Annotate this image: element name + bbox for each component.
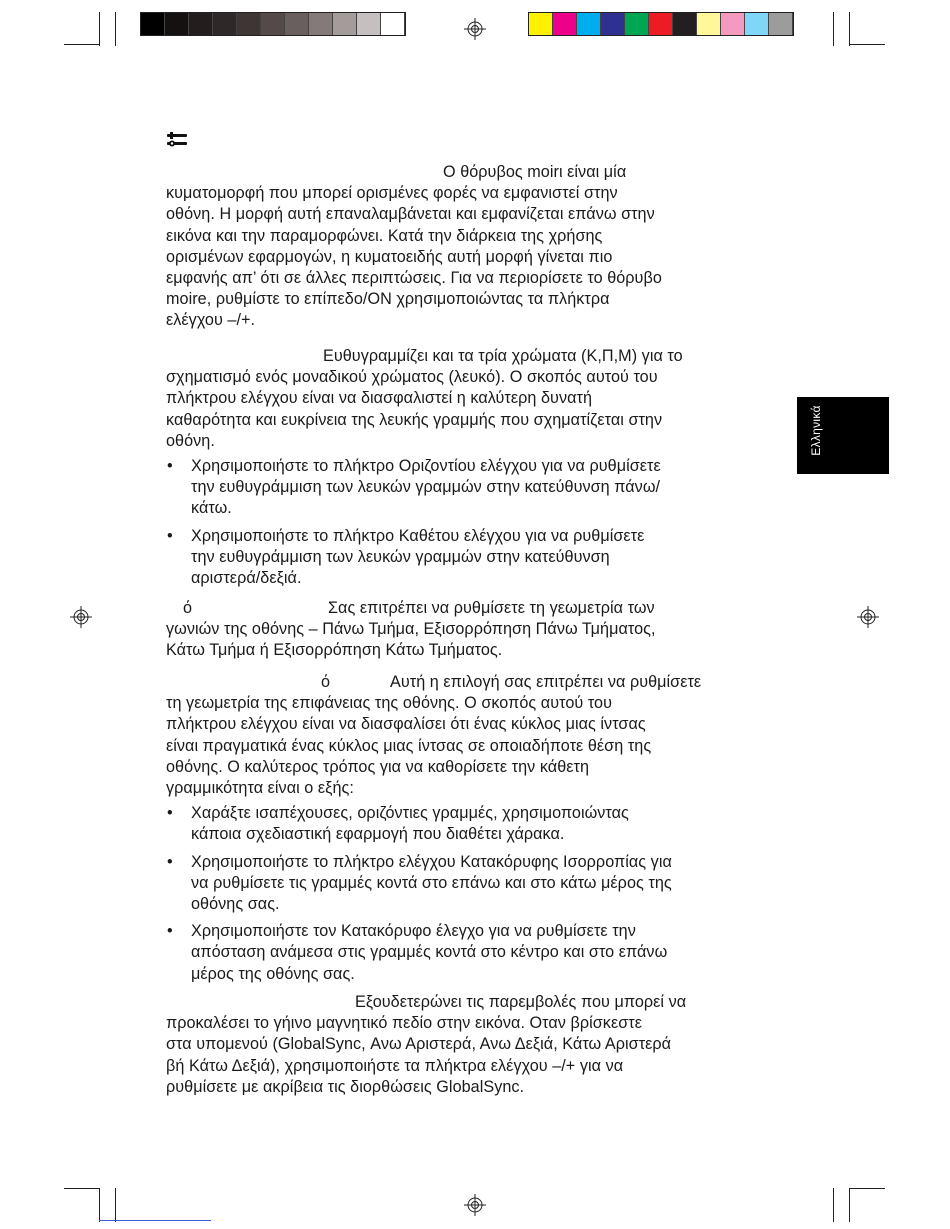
- color-swatch: [673, 13, 697, 35]
- bullet-line: αριστερά/δεξιά.: [191, 569, 302, 588]
- linearity-bullet-list: [166, 803, 786, 985]
- crop-mark: [849, 12, 850, 46]
- crop-mark: [64, 1188, 100, 1189]
- registration-target-icon: [857, 606, 879, 628]
- text-line: στα υπομενού (GlobalSync, Ανω Αριστερά, Ανω Δεξιά, Κάτω Αριστερά: [166, 1035, 672, 1054]
- text-line: εμφανής απ’ ότι σε άλλες περιπτώσεις. Για να περιορίσετε το θόρυβο: [166, 269, 662, 288]
- grayscale-swatch: [141, 13, 165, 35]
- linearity-first-text: Αυτή η επιλογή σας επιτρέπει να ρυθμίσετε: [390, 673, 702, 691]
- section-globalsync: [166, 992, 786, 1098]
- crop-mark: [99, 12, 100, 46]
- grayscale-swatch: [309, 13, 333, 35]
- footer-underline: [99, 1220, 211, 1221]
- text-line: πλήκτρου ελέγχου είναι να διασφαλιστεί η καλύτερη δυνατή: [166, 389, 592, 408]
- grayscale-swatch: [285, 13, 309, 35]
- registration-target-icon: [70, 606, 92, 628]
- color-swatch: [745, 13, 769, 35]
- bullet-line: • Χρησιμοποιήστε τον Κατακόρυφο έλεγχο για να ρυθμίσετε την: [191, 922, 636, 941]
- grayscale-swatch-strip: [140, 12, 406, 36]
- text-line: γραμμικότητα είναι ο εξής:: [166, 779, 354, 798]
- text-line: ρυθμίσετε με ακρίβεια τις διορθώσεις GlobalSync.: [166, 1077, 525, 1096]
- color-swatch: [529, 13, 553, 35]
- linearity-body: [166, 693, 786, 799]
- moire-first-line: Ο θόρυβος moirι είναι μία: [443, 163, 627, 181]
- color-swatch: [553, 13, 577, 35]
- section-convergence: [166, 346, 786, 595]
- bullet-line: • Χρησιμοποιήστε το πλήκτρο ελέγχου Κατακόρυφης Ισορροπίας για: [191, 852, 672, 871]
- crop-mark: [833, 12, 834, 46]
- text-line: καθαρότητα και ευκρίνεια της λευκής γραμμής που σχηματίζεται στην: [166, 410, 663, 429]
- moire-body: [166, 183, 786, 331]
- text-line: πλήκτρου ελέγχου είναι να διασφαλίσει ότι ένας κύκλος μιας ίντσας: [166, 715, 646, 734]
- language-tab: [797, 397, 889, 474]
- color-swatch: [625, 13, 649, 35]
- bullet-item: [166, 526, 786, 590]
- bullet-line: την ευθυγράμμιση των λευκών γραμμών στην κατεύθυνση: [191, 547, 610, 566]
- grayscale-swatch: [333, 13, 357, 35]
- bullet-line: μέρος της οθόνης σας.: [191, 964, 355, 983]
- section-corner: [166, 598, 786, 662]
- convergence-bullet-list: [166, 456, 786, 589]
- text-line: προκαλέσει το γήινο μαγνητικό πεδίο στην εικόνα. Οταν βρίσκεστε: [166, 1014, 642, 1033]
- bullet-line: κάτω.: [191, 499, 232, 518]
- text-line: γωνιών της οθόνης – Πάνω Τμήμα, Εξισορρόπηση Πάνω Τμήματος,: [166, 620, 656, 639]
- convergence-first-line: Ευθυγραμμίζει και τα τρία χρώματα (Κ,Π,Μ) για το: [323, 347, 683, 365]
- bullet-item: [166, 456, 786, 520]
- bullet-item: [166, 803, 786, 845]
- bullet-line: να ρυθμίσετε τις γραμμές κοντά στο επάνω και στο κάτω μέρος της: [191, 873, 672, 892]
- crop-mark: [833, 1188, 834, 1222]
- grayscale-swatch: [213, 13, 237, 35]
- color-swatch-strip: [528, 12, 794, 36]
- grayscale-swatch: [357, 13, 381, 35]
- grayscale-swatch: [189, 13, 213, 35]
- crop-mark: [115, 1188, 116, 1222]
- bullet-line: κάποια σχεδιαστική εφαρμογή που διαθέτει χάρακα.: [191, 825, 565, 844]
- color-swatch: [697, 13, 721, 35]
- grayscale-swatch: [165, 13, 189, 35]
- text-line: ορισμένων εφαρμογών, η κυματοειδής αυτή μορφή γίνεται πιο: [166, 247, 613, 266]
- corner-first-line: [166, 598, 786, 619]
- text-line: είναι πραγματικά ένας κύκλος μιας ίντσας σε οποιαδήποτε θέση της: [166, 736, 652, 755]
- text-line: εικόνα και την παραμορφώνει. Κατά την διάρκεια της χρήσης: [166, 226, 603, 245]
- language-tab-label: Ελληνικά: [809, 405, 823, 456]
- crop-mark: [849, 1188, 885, 1189]
- text-line: ελέγχου –/+.: [166, 311, 256, 330]
- bullet-item: [166, 921, 786, 985]
- tools-icon: [166, 132, 188, 148]
- text-line: σχηματισμό ενός μοναδικού χρώματος (λευκό). Ο σκοπός αυτού του: [166, 368, 658, 387]
- bullet-line: • Χαράξτε ισαπέχουσες, οριζόντιες γραμμές, χρησιμοποιώντας: [191, 804, 629, 823]
- text-line: οθόνης. Ο καλύτερος τρόπος για να καθορίσετε την κάθετη: [166, 757, 590, 776]
- bullet-line: • Χρησιμοποιήστε το πλήκτρο Καθέτου ελέγχου για να ρυθμίσετε: [191, 526, 645, 545]
- corner-first-text: Σας επιτρέπει να ρυθμίσετε τη γεωμετρία των: [328, 599, 655, 617]
- text-line: οθόνη. Η μορφή αυτή επαναλαμβάνεται και εμφανίζεται επάνω στην: [166, 205, 655, 224]
- registration-target-icon: [464, 18, 486, 40]
- color-swatch: [601, 13, 625, 35]
- linearity-first-line: [166, 672, 786, 693]
- text-line: βή Κάτω Δεξιά), χρησιμοποιήστε τα πλήκτρα ελέγχου –/+ για να: [166, 1056, 624, 1075]
- grayscale-swatch: [237, 13, 261, 35]
- text-line: κυματομορφή που μπορεί ορισμένες φορές να εμφανιστεί στην: [166, 184, 618, 203]
- globalsync-body: [166, 1013, 786, 1098]
- crop-mark: [849, 44, 885, 45]
- text-line: Κάτω Τμήμα ή Εξισορρόπηση Κάτω Τμήματος.: [166, 641, 503, 660]
- bullet-line: απόσταση ανάμεσα στις γραμμές κοντά στο κέντρο και στο επάνω: [191, 943, 668, 962]
- bullet-line: οθόνης σας.: [191, 895, 280, 914]
- corner-fragment: ό: [183, 599, 193, 617]
- convergence-body: [166, 367, 786, 452]
- color-swatch: [577, 13, 601, 35]
- linearity-fragment: ό: [321, 673, 331, 691]
- corner-body: [166, 619, 786, 661]
- bullet-item: [166, 852, 786, 916]
- globalsync-first-line: Εξουδετερώνει τις παρεμβολές που μπορεί να: [355, 993, 687, 1011]
- text-line: moire, ρυθμίστε το επίπεδο/ON χρησιμοποιώντας τα πλήκτρα: [166, 290, 610, 309]
- color-swatch: [769, 13, 793, 35]
- bullet-line: • Χρησιμοποιήστε το πλήκτρο Οριζοντίου ελέγχου για να ρυθμίσετε: [191, 457, 661, 476]
- crop-mark: [115, 12, 116, 46]
- text-line: τη γεωμετρία της επιφάνειας της οθόνης. Ο σκοπός αυτού του: [166, 694, 612, 713]
- registration-target-icon: [464, 1194, 486, 1216]
- crop-mark: [64, 44, 100, 45]
- crop-mark: [99, 1188, 100, 1222]
- text-line: οθόνη.: [166, 431, 215, 450]
- section-linearity: [166, 672, 786, 991]
- section-moire: [166, 162, 786, 332]
- crop-mark: [849, 1188, 850, 1222]
- grayscale-swatch: [381, 13, 405, 35]
- color-swatch: [721, 13, 745, 35]
- grayscale-swatch: [261, 13, 285, 35]
- color-swatch: [649, 13, 673, 35]
- bullet-line: την ευθυγράμμιση των λευκών γραμμών στην κατεύθυνση πάνω/: [191, 478, 661, 497]
